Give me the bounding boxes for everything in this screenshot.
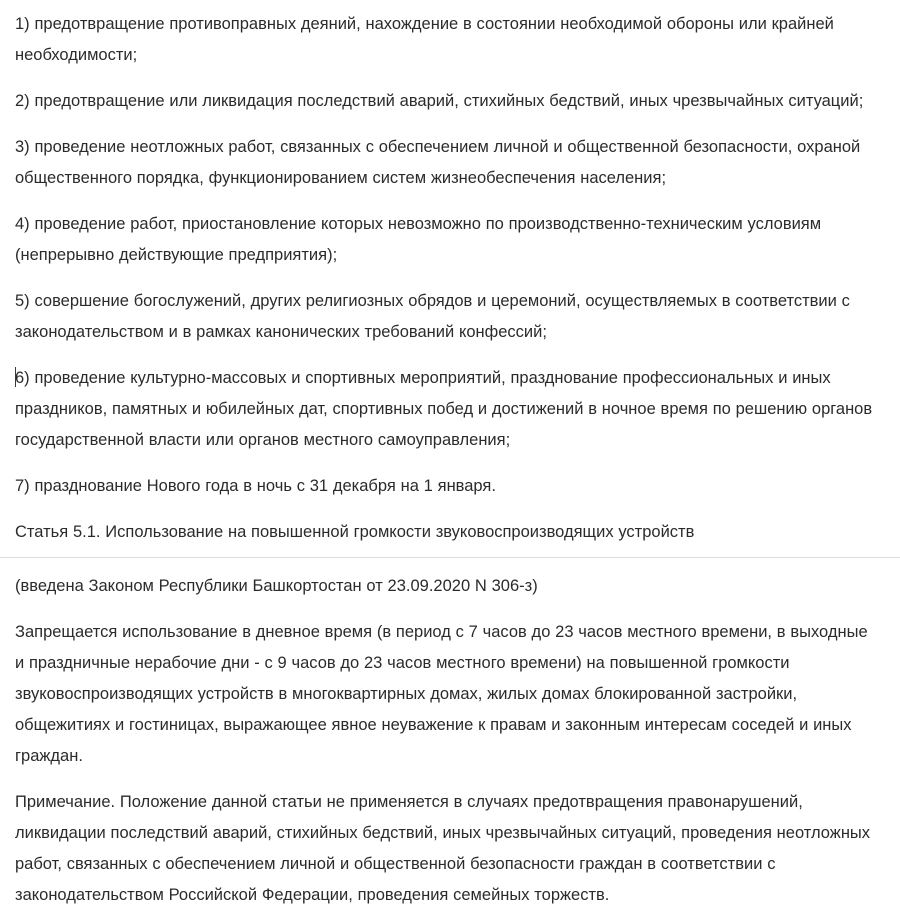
list-item-6: 6) проведение культурно-массовых и спортивных мероприятий, празднование профессиональных и иных праздников, памятных и юбилейных дат, спортивных побед и достижений в ночное время по решению органов государственной власти или органов местного самоуправления; [15,369,873,449]
list-item-6-wrapper[interactable] [15,363,880,456]
remark-paragraph: Примечание. Положение данной статьи не применяется в случаях предотвращения правонарушений, ликвидации последствий аварий, стихийных бедствий, иных чрезвычайных ситуаций, проведения неотложных работ, связанных с обеспечением личной и общественной безопасности граждан в соответствии с законодательством Российской Федерации, проведения семейных торжеств. [15,793,871,904]
article-body-section [0,571,900,911]
source-note: (введена Законом Республики Башкортостан от 23.09.2020 N 306-з) [15,577,538,595]
list-item-2: 2) предотвращение или ликвидация последствий аварий, стихийных бедствий, иных чрезвычайных ситуаций; [15,92,864,110]
article-heading: Статья 5.1. Использование на повышенной громкости звуковоспроизводящих устройств [15,523,695,541]
list-item-4: 4) проведение работ, приостановление которых невозможно по производственно-техническим условиям (непрерывно действующие предприятия); [15,215,822,264]
list-item-1: 1) предотвращение противоправных деяний, нахождение в состоянии необходимой обороны или крайней необходимости; [15,15,834,64]
prohibition-paragraph: Запрещается использование в дневное время (в период с 7 часов до 23 часов местного времени, в выходные и праздничные нерабочие дни - с 9 часов до 23 часов местного времени) на повышенной громкости звуковоспроизводящих устройств в многоквартирных домах, жилых домах блокированной застройки, общежитиях и гостиницах, выражающее явное неуважение к правам и законным интересам соседей и иных граждан. [15,623,868,765]
section-divider [0,557,900,558]
list-item-3: 3) проведение неотложных работ, связанных с обеспечением личной и общественной безопасности, охраной общественного порядка, функционированием систем жизнеобеспечения населения; [15,138,861,187]
bottom-spacer [0,911,900,921]
list-item-5: 5) совершение богослужений, других религиозных обрядов и церемоний, осуществляемых в соответствии с законодательством и в рамках канонических требований конфессий; [15,292,850,341]
list-item-7: 7) празднование Нового года в ночь с 31 декабря на 1 января. [15,477,496,495]
